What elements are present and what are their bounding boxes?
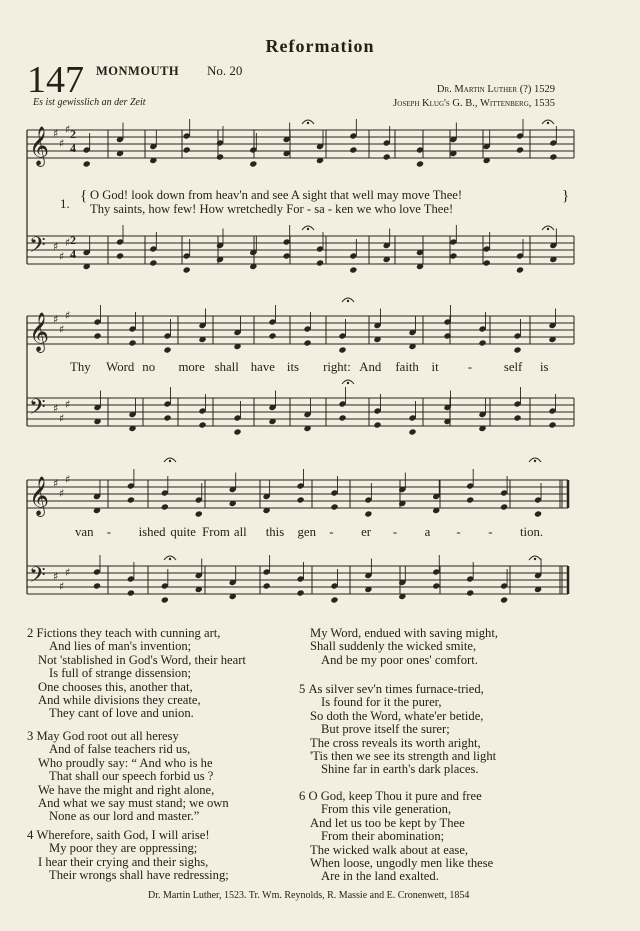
note-head	[195, 510, 203, 517]
note-head	[408, 428, 416, 435]
time-signature: 4	[70, 247, 76, 261]
stanza-number: 2	[27, 626, 34, 640]
time-signature: 2	[70, 127, 76, 141]
note-head	[263, 582, 271, 589]
note-head	[516, 266, 524, 273]
note-head	[303, 339, 311, 346]
note-head	[116, 252, 124, 259]
stanza-2: 2 Fictions they teach with cunning art, And lies of man's invention; Not 'stablished in God's Word, their heart Is full of strange dissension; One chooses this, another that, And while divisions they create, They cant of love and union.	[27, 626, 246, 721]
note-head	[127, 496, 135, 503]
fermata-dot	[307, 228, 309, 230]
note-head	[183, 146, 191, 153]
note-head	[83, 160, 91, 167]
sharp-icon: ♯	[65, 473, 71, 486]
sharp-icon: ♯	[59, 137, 65, 150]
bass-clef-icon: 𝄢	[29, 395, 46, 425]
sharp-icon: ♯	[65, 398, 71, 411]
author-credit: Dr. Martin Luther (?) 1529	[436, 84, 555, 95]
brace-right: }	[562, 188, 570, 204]
verse-number: 1.	[60, 196, 70, 211]
treble-clef-icon: 𝄞	[29, 312, 50, 352]
note-head	[93, 332, 101, 339]
note-head	[149, 259, 157, 266]
lyric-word: it	[431, 360, 439, 374]
note-head	[466, 589, 474, 596]
fermata-dot	[307, 122, 309, 124]
sharp-icon: ♯	[53, 402, 59, 415]
lyric-word: And	[359, 360, 382, 374]
sharp-icon: ♯	[53, 127, 59, 140]
stanza-number: 6	[299, 789, 306, 803]
note-head	[338, 346, 346, 353]
lyric-word: right:	[323, 360, 351, 374]
lyric-word: shall	[214, 360, 239, 374]
note-head	[128, 339, 136, 346]
sharp-icon: ♯	[59, 412, 65, 425]
treble-clef-icon: 𝄞	[29, 476, 50, 516]
tune-name: MONMOUTH	[96, 64, 180, 78]
sharp-icon: ♯	[65, 566, 71, 579]
time-signature: 4	[70, 141, 76, 155]
note-head	[127, 589, 135, 596]
note-head	[534, 510, 542, 517]
fermata-dot	[547, 122, 549, 124]
lyric-word: Word	[106, 360, 135, 374]
lyric-line-1: O God! look down from heav'n and see A sight that well may move Thee!	[90, 188, 463, 202]
stanza-5: 5 As silver sev'n times furnace-tried, Is found for it the purer, So doth the Word, whate'er betide, But prove itself the surer; The cross reveals its worth aright, 'Tis then we see its strength and light Shine far in earth's dark places.	[299, 682, 497, 777]
note-head	[330, 503, 338, 510]
note-head	[183, 266, 191, 273]
fermata-dot	[347, 382, 349, 384]
sharp-icon: ♯	[59, 250, 65, 263]
lyric-word: -	[392, 525, 398, 539]
stanza-number: 5	[299, 682, 306, 696]
note-head	[296, 496, 304, 503]
original-title: Es ist gewisslich an der Zeit	[33, 97, 146, 108]
note-head	[548, 421, 556, 428]
lyric-word: have	[250, 360, 275, 374]
lyric-word: -	[488, 525, 493, 539]
sharp-icon: ♯	[53, 313, 59, 326]
sharp-icon: ♯	[59, 487, 65, 500]
note-head	[416, 160, 424, 167]
time-signature: 2	[70, 233, 76, 247]
sharp-icon: ♯	[53, 570, 59, 583]
sharp-icon: ♯	[59, 323, 65, 336]
lyric-word: quite	[170, 525, 196, 539]
note-head	[330, 596, 338, 603]
note-head	[364, 510, 372, 517]
fermata-dot	[169, 460, 171, 462]
treble-clef-icon: 𝄞	[29, 126, 50, 166]
translation-credit: Dr. Martin Luther, 1523. Tr. Wm. Reynolds, R. Massie and E. Cronenwett, 1854	[148, 890, 470, 901]
note-head	[466, 496, 474, 503]
lyric-word: faith	[395, 360, 419, 374]
hymn-number: 147	[27, 59, 84, 101]
sharp-icon: ♯	[53, 477, 59, 490]
fermata-dot	[347, 300, 349, 302]
tune-number: No. 20	[207, 63, 243, 78]
note-head	[549, 153, 557, 160]
sharp-icon: ♯	[65, 123, 71, 136]
note-head	[233, 428, 241, 435]
lyric-word: tion.	[520, 525, 544, 539]
note-head	[161, 596, 169, 603]
lyric-word: a	[424, 525, 431, 539]
lyric-word: -	[467, 360, 472, 374]
note-head	[500, 596, 508, 603]
note-head	[163, 346, 171, 353]
fermata-dot	[547, 228, 549, 230]
source-credit: Joseph Klug's G. B., Wittenberg, 1535	[393, 98, 555, 109]
lyric-word: more	[178, 360, 205, 374]
lyric-word: Thy	[70, 360, 91, 374]
note-head	[432, 582, 440, 589]
note-head	[316, 259, 324, 266]
lyric-word: er	[361, 525, 372, 539]
note-head	[383, 153, 391, 160]
lyric-word: gen	[297, 525, 316, 539]
lyric-word: ished	[138, 525, 166, 539]
fermata-dot	[169, 558, 171, 560]
lyric-word: van	[75, 525, 94, 539]
stanza-4-part-1: 4 Wherefore, saith God, I will arise! My poor they are oppressing; I hear their crying and their sighs, Their wrongs shall have redressing;	[27, 828, 229, 883]
lyric-word: self	[503, 360, 523, 374]
sharp-icon: ♯	[53, 240, 59, 253]
lyric-word: -	[106, 525, 112, 539]
note-head	[161, 503, 169, 510]
note-head	[249, 160, 257, 167]
note-head	[93, 582, 101, 589]
note-head	[500, 503, 508, 510]
lyric-word: its	[286, 360, 300, 374]
note-head	[478, 339, 486, 346]
stanza-number: 4	[27, 828, 34, 842]
bass-clef-icon: 𝄢	[29, 233, 46, 263]
note-head	[198, 421, 206, 428]
lyric-word: all	[233, 525, 247, 539]
note-head	[483, 259, 491, 266]
sharp-icon: ♯	[65, 309, 71, 322]
lyric-word: no	[142, 360, 156, 374]
note-head	[216, 153, 224, 160]
stanza-number: 3	[27, 729, 34, 743]
section-title: Reformation	[265, 36, 375, 56]
sharp-icon: ♯	[59, 580, 65, 593]
stanza-4-part-2: My Word, endued with saving might, Shall suddenly the wicked smite, And be my poor ones' comfort.	[310, 626, 498, 667]
note-head	[513, 414, 521, 421]
lyric-word: is	[540, 360, 549, 374]
note-head	[373, 421, 381, 428]
note-head	[163, 414, 171, 421]
note-head	[338, 414, 346, 421]
lyric-line-2: Thy saints, how few! How wretchedly For - sa - ken we who love Thee!	[90, 202, 454, 216]
fermata-dot	[534, 558, 536, 560]
stanza-3: 3 May God root out all heresy And of false teachers rid us, Who proudly say: “ And who is he That shall our speech forbid us ? We have the might and right alone, And what we say must stand; we own None as our lord and master.”	[27, 729, 229, 824]
lyric-word: -	[456, 525, 461, 539]
lyric-word: this	[265, 525, 285, 539]
fermata-dot	[534, 460, 536, 462]
brace-left: {	[80, 188, 88, 204]
bass-clef-icon: 𝄢	[29, 563, 46, 593]
note-head	[513, 346, 521, 353]
sharp-icon: ♯	[65, 236, 71, 249]
lyric-word: -	[329, 525, 334, 539]
note-head	[516, 146, 524, 153]
note-head	[349, 146, 357, 153]
stanza-6: 6 O God, keep Thou it pure and free From this vile generation, And let us too be kept by Thee From their abomination; The wicked walk about at ease, When loose, ungodly men like these Are in the land exalted.	[299, 789, 494, 884]
note-head	[349, 266, 357, 273]
lyric-word: From	[202, 525, 230, 539]
note-head	[268, 332, 276, 339]
note-head	[296, 589, 304, 596]
